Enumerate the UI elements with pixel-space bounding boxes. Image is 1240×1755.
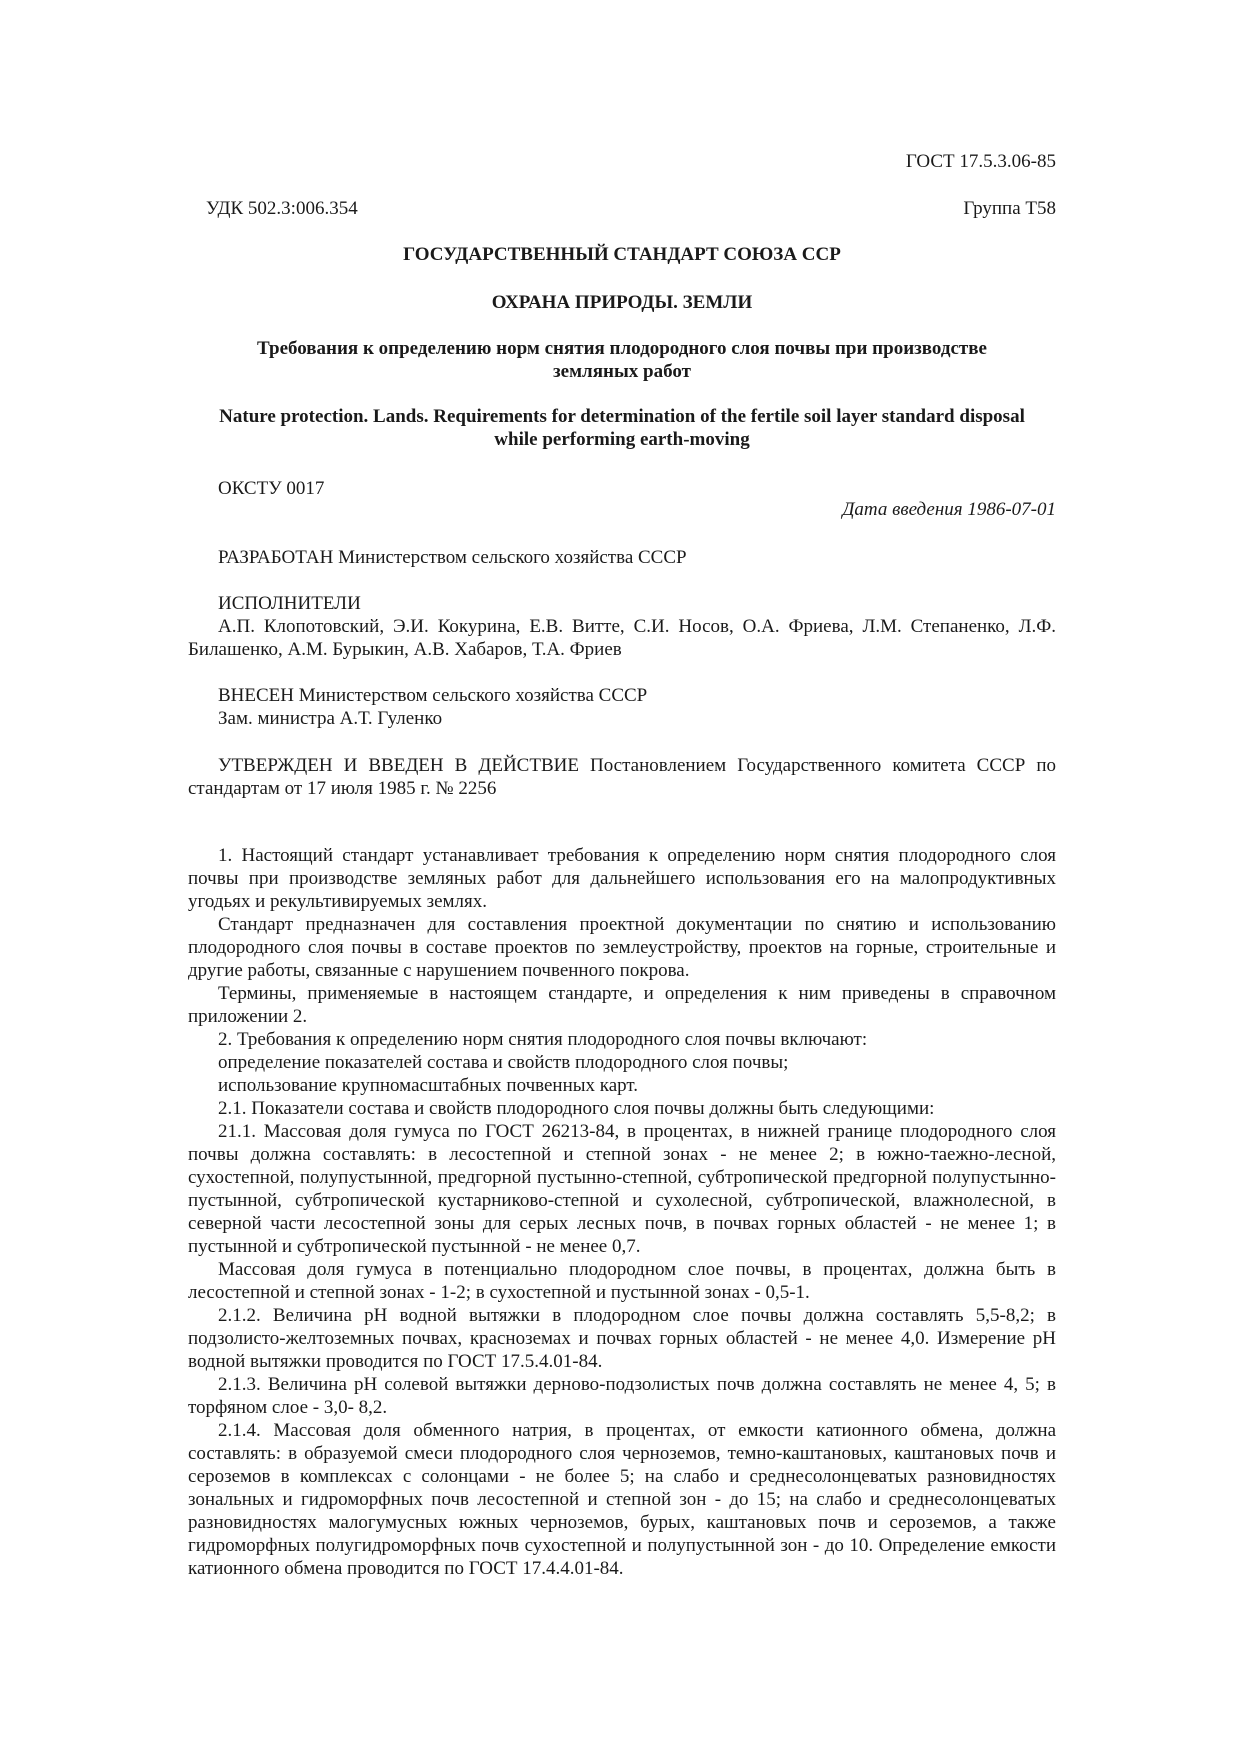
udk-code: УДК 502.3:006.354 xyxy=(206,198,358,219)
body-paragraph: 2.1. Показатели состава и свойств плодородного слоя почвы должны быть следующими: xyxy=(218,1098,935,1119)
gost-code: ГОСТ 17.5.3.06-85 xyxy=(905,151,1056,172)
body-paragraph: 21.1. Массовая доля гумуса по ГОСТ 26213-84, в процентах, в нижней границе плодородного слоя почвы должна составлять: в лесостепной и степной зонах - не менее 2; в южно-таежно-лесной, сухостепной, полупустынной, предгорной пустынно-степной, субтропической предгорной полупустынно-пустынной, субтропической кустарниково-степной и сухолесной, субтропической, влажнолесной, в северной части лесостепной зоны для серых лесных почв, в почвах горных областей - не менее 1; в пустынной и субтропической пустынной - не менее 0,7. xyxy=(188,1121,1056,1257)
topic-title: ОХРАНА ПРИРОДЫ. ЗЕМЛИ xyxy=(491,292,753,313)
state-standard-title: ГОСУДАРСТВЕННЫЙ СТАНДАРТ СОЮЗА ССР xyxy=(403,244,841,265)
body-paragraph: Термины, применяемые в настоящем стандарте, и определения к ним приведены в справочном приложении 2. xyxy=(188,983,1056,1027)
okstu-code: ОКСТУ 0017 xyxy=(218,478,325,499)
body-paragraph: Массовая доля гумуса в потенциально плодородном слое почвы, в процентах, должна быть в лесостепной и степной зонах - 1-2; в сухостепной и пустынной зонах - 0,5-1. xyxy=(188,1259,1056,1303)
document-page xyxy=(188,0,1056,1755)
deputy-minister: Зам. министра А.Т. Гуленко xyxy=(218,708,443,729)
performers-list: А.П. Клопотовский, Э.И. Кокурина, Е.В. Витте, С.И. Носов, О.А. Фриева, Л.М. Степаненко, Л.Ф. Билашенко, А.М. Бурыкин, А.В. Хабаров, Т.А. Фриев xyxy=(188,616,1056,660)
body-paragraph: 2.1.4. Массовая доля обменного натрия, в процентах, от емкости катионного обмена, должна составлять: в образуемой смеси плодородного слоя черноземов, темно-каштановых, каштановых почв и сероземов в комплексах с солонцами - не более 5; на слабо и среднесолонцеватых разновидностях зональных и гидроморфных почв лесостепной и степной зон - до 15; на слабо и среднесолонцеватых разновидностях малогумусных южных черноземов, бурых, каштановых почв и сероземов, а также гидроморфных полугидроморфных почв сухостепной и полупустынной зон - до 10. Определение емкости катионного обмена проводится по ГОСТ 17.4.4.01-84. xyxy=(188,1420,1056,1579)
performers-heading: ИСПОЛНИТЕЛИ xyxy=(218,593,361,614)
group-code: Группа Т58 xyxy=(963,198,1056,219)
body-paragraph: использование крупномасштабных почвенных карт. xyxy=(218,1075,639,1096)
body-paragraph: Стандарт предназначен для составления проектной документации по снятию и использованию плодородного слоя почвы в составе проектов по землеустройству, проектов на горные, строительные и другие работы, связанные с нарушением почвенного покрова. xyxy=(188,914,1056,981)
russian-title: Требования к определению норм снятия плодородного слоя почвы при производстве земляных работ xyxy=(257,338,987,382)
body-paragraph: 2. Требования к определению норм снятия плодородного слоя почвы включают: xyxy=(218,1029,868,1050)
developed-by: РАЗРАБОТАН Министерством сельского хозяйства СССР xyxy=(218,547,687,568)
body-paragraph: определение показателей состава и свойств плодородного слоя почвы; xyxy=(218,1052,789,1073)
body-paragraph: 1. Настоящий стандарт устанавливает требования к определению норм снятия плодородного слоя почвы при производстве земляных работ для дальнейшего использования его на малопродуктивных угодьях и рекультивируемых землях. xyxy=(188,845,1056,912)
effective-date: Дата введения 1986-07-01 xyxy=(842,499,1056,520)
introduced-by: ВНЕСЕН Министерством сельского хозяйства СССР xyxy=(218,685,648,706)
body-paragraph: 2.1.2. Величина рН водной вытяжки в плодородном слое почвы должна составлять 5,5-8,2; в подзолисто-желтоземных почвах, красноземах и почвах горных областей - не менее 4,0. Измерение рН водной вытяжки проводится по ГОСТ 17.5.4.01-84. xyxy=(188,1305,1056,1372)
english-title: Nature protection. Lands. Requirements for determination of the fertile soil layer standard disposal while performing earth-moving xyxy=(219,406,1025,450)
standard-body xyxy=(188,844,1056,1580)
approval-statement: УТВЕРЖДЕН И ВВЕДЕН В ДЕЙСТВИЕ Постановлением Государственного комитета СССР по стандартам от 17 июля 1985 г. № 2256 xyxy=(188,755,1056,799)
body-paragraph: 2.1.3. Величина рН солевой вытяжки дерново-подзолистых почв должна составлять не менее 4, 5; в торфяном слое - 3,0- 8,2. xyxy=(188,1374,1056,1418)
